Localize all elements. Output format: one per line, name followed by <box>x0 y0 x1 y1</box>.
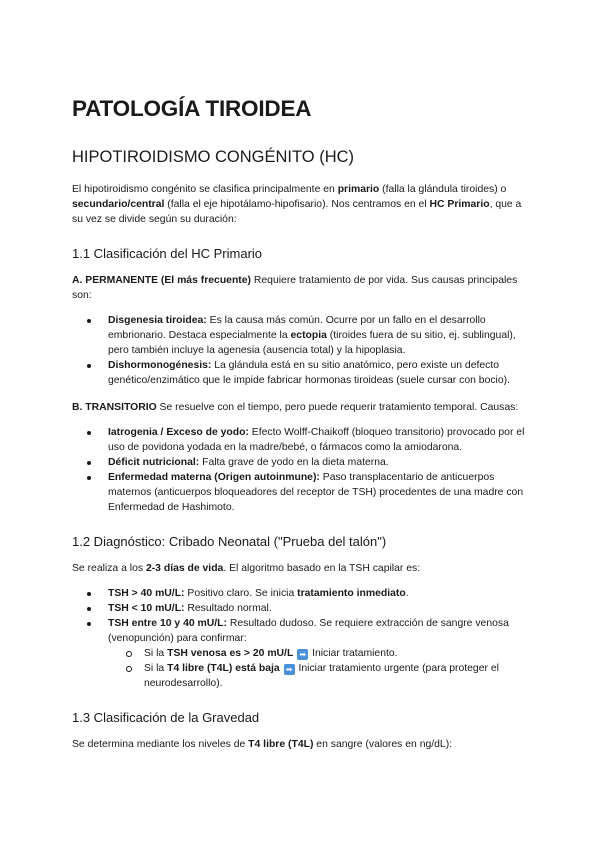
sublist-item: Si la TSH venosa es > 20 mU/L ➡ Iniciar tratamiento. <box>108 646 530 661</box>
list-item: Enfermedad materna (Origen autoinmune): Paso transplacentario de anticuerpos maternos (anticuerpos bloqueadores del receptor de TSH) procedentes de una madre con Enfermedad de Hashimoto. <box>72 470 530 515</box>
document-title: PATOLOGÍA TIROIDEA <box>72 96 312 121</box>
list-item: Déficit nutricional: Falta grave de yodo en la dieta materna. <box>72 455 530 470</box>
list-item: TSH entre 10 y 40 mU/L: Resultado dudoso. Se requiere extracción de sangre venosa (venopunción) para confirmar: Si la TSH venosa es > 20 mU/L ➡ Iniciar tratamiento. Si la T4 libre (T4L) está baja ➡ Iniciar tratamiento urgente (para proteger el neurodesarrollo). <box>72 616 530 691</box>
confirmation-sublist <box>108 646 530 691</box>
list-item: Iatrogenia / Exceso de yodo: Efecto Wolff-Chaikoff (bloqueo transitorio) provocado por el uso de povidona yodada en la madre/bebé, o fármacos como la amiodarona. <box>72 425 530 455</box>
list-item: TSH < 10 mU/L: Resultado normal. <box>72 601 530 616</box>
list-item: Disgenesia tiroidea: Es la causa más común. Ocurre por un fallo en el desarrollo embrionario. Destaca especialmente la ectopia (tiroides fuera de su sitio, ej. sublingual), pero también incluye la agenesia (ausencia total) y la hipoplasia. <box>72 313 530 358</box>
severity-intro: Se determina mediante los niveles de T4 libre (T4L) en sangre (valores en ng/dL): <box>72 739 453 750</box>
section-heading: HIPOTIROIDISMO CONGÉNITO (HC) <box>72 148 355 166</box>
right-arrow-icon: ➡ <box>284 664 295 675</box>
sublist-item: Si la T4 libre (T4L) está baja ➡ Iniciar tratamiento urgente (para proteger el neurodesarrollo). <box>108 661 530 691</box>
right-arrow-icon: ➡ <box>297 649 308 660</box>
list-item: Dishormonogénesis: La glándula está en su sitio anatómico, pero existe un defecto genético/enzimático que le impide fabricar hormonas tiroideas (suele cursar con bocio). <box>72 358 530 388</box>
subsection-heading-1-1: 1.1 Clasificación del HC Primario <box>72 246 263 261</box>
diagnosis-intro: Se realiza a los 2-3 días de vida. El algoritmo basado en la TSH capilar es: <box>72 563 421 574</box>
list-item: TSH > 40 mU/L: Positivo claro. Se inicia tratamiento inmediato. <box>72 586 530 601</box>
document-content <box>72 94 530 752</box>
transient-paragraph: B. TRANSITORIO Se resuelve con el tiempo, pero puede requerir tratamiento temporal. Causas: <box>72 402 519 413</box>
permanent-paragraph: A. PERMANENTE (El más frecuente) Requiere tratamiento de por vida. Sus causas principales son: <box>72 275 518 301</box>
screening-algorithm-list <box>72 586 530 691</box>
subsection-heading-1-3: 1.3 Clasificación de la Gravedad <box>72 710 260 725</box>
transient-causes-list <box>72 425 530 515</box>
subsection-heading-1-2: 1.2 Diagnóstico: Cribado Neonatal ("Prueba del talón") <box>72 534 387 549</box>
permanent-causes-list <box>72 313 530 388</box>
section-intro: El hipotiroidismo congénito se clasifica principalmente en primario (falla la glándula tiroides) o secundario/central (falla el eje hipotálamo-hipofisario). Nos centramos en el HC Primario, que a su vez se divide según su duración: <box>72 184 522 225</box>
